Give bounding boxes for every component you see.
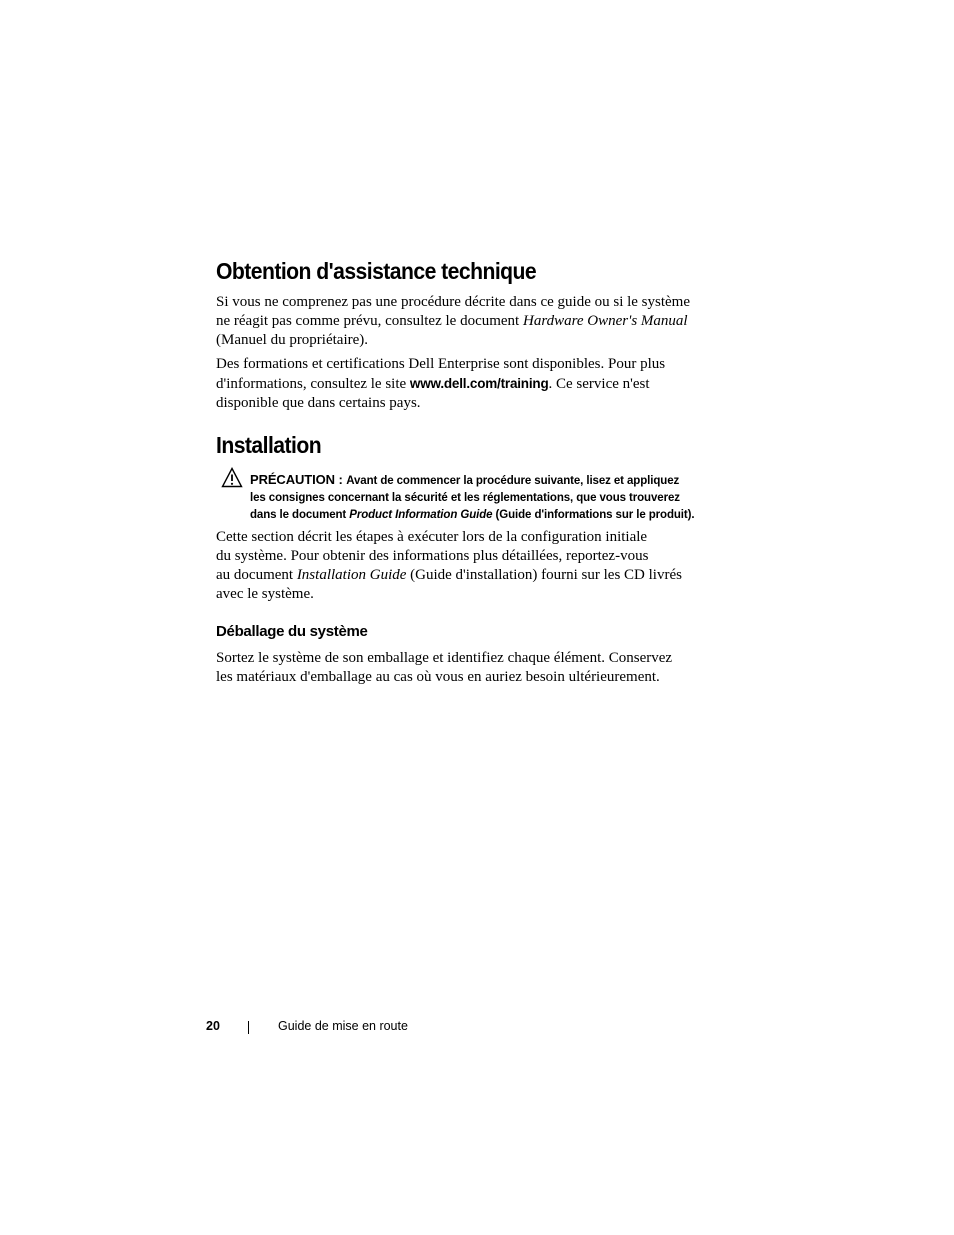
text-run: (Guide d'informations sur le produit). <box>492 509 695 521</box>
text-run: d'informations, consultez le site <box>216 376 410 392</box>
text-run: ne réagit pas comme prévu, consultez le document <box>216 313 523 329</box>
caution-notice <box>250 471 694 524</box>
text-run: . Ce service n'est <box>548 376 650 392</box>
page-number: 20 <box>206 1019 220 1033</box>
text-line <box>250 471 694 490</box>
document-title-installation-guide: Installation Guide <box>296 567 407 583</box>
text-line: avec le système. <box>216 586 314 602</box>
footer-separator <box>248 1021 249 1034</box>
heading-technical-assistance: Obtention d'assistance technique <box>216 258 537 284</box>
text-line <box>216 566 682 585</box>
document-title-hardware-owners-manual: Hardware Owner's Manual <box>522 313 688 329</box>
footer-guide-title: Guide de mise en route <box>278 1019 408 1033</box>
training-url: www.dell.com/training <box>409 376 549 391</box>
text-line <box>216 374 665 394</box>
text-run: au document <box>216 567 297 583</box>
paragraph-unpacking <box>216 649 672 687</box>
text-line: Sortez le système de son emballage et identifiez chaque élément. Conservez <box>216 650 673 666</box>
text-line <box>216 312 690 331</box>
text-line: les matériaux d'emballage au cas où vous en auriez besoin ultérieurement. <box>216 669 660 685</box>
caution-label: PRÉCAUTION : <box>250 472 347 487</box>
text-line <box>250 507 694 524</box>
text-line: Cette section décrit les étapes à exécuter lors de la configuration initiale <box>216 529 648 545</box>
text-line: du système. Pour obtenir des informations plus détaillées, reportez-vous <box>216 548 649 564</box>
heading-installation: Installation <box>216 432 322 458</box>
text-run: Avant de commencer la procédure suivante, lisez et appliquez <box>346 475 680 487</box>
text-line: (Manuel du propriétaire). <box>216 332 369 348</box>
text-run: dans le document <box>250 509 350 521</box>
text-run: (Guide d'installation) fourni sur les CD livrés <box>406 567 682 583</box>
text-line: Des formations et certifications Dell Enterprise sont disponibles. Pour plus <box>216 356 666 372</box>
text-line: Si vous ne comprenez pas une procédure décrite dans ce guide ou si le système <box>216 294 691 310</box>
paragraph-assistance <box>216 293 690 350</box>
paragraph-training <box>216 355 665 413</box>
text-line: les consignes concernant la sécurité et les réglementations, que vous trouverez <box>250 492 680 504</box>
document-title-product-information-guide: Product Information Guide <box>349 509 493 521</box>
text-line: disponible que dans certains pays. <box>216 395 421 411</box>
paragraph-installation <box>216 528 682 604</box>
warning-triangle-icon <box>221 467 243 488</box>
heading-unpacking: Déballage du système <box>216 623 368 640</box>
